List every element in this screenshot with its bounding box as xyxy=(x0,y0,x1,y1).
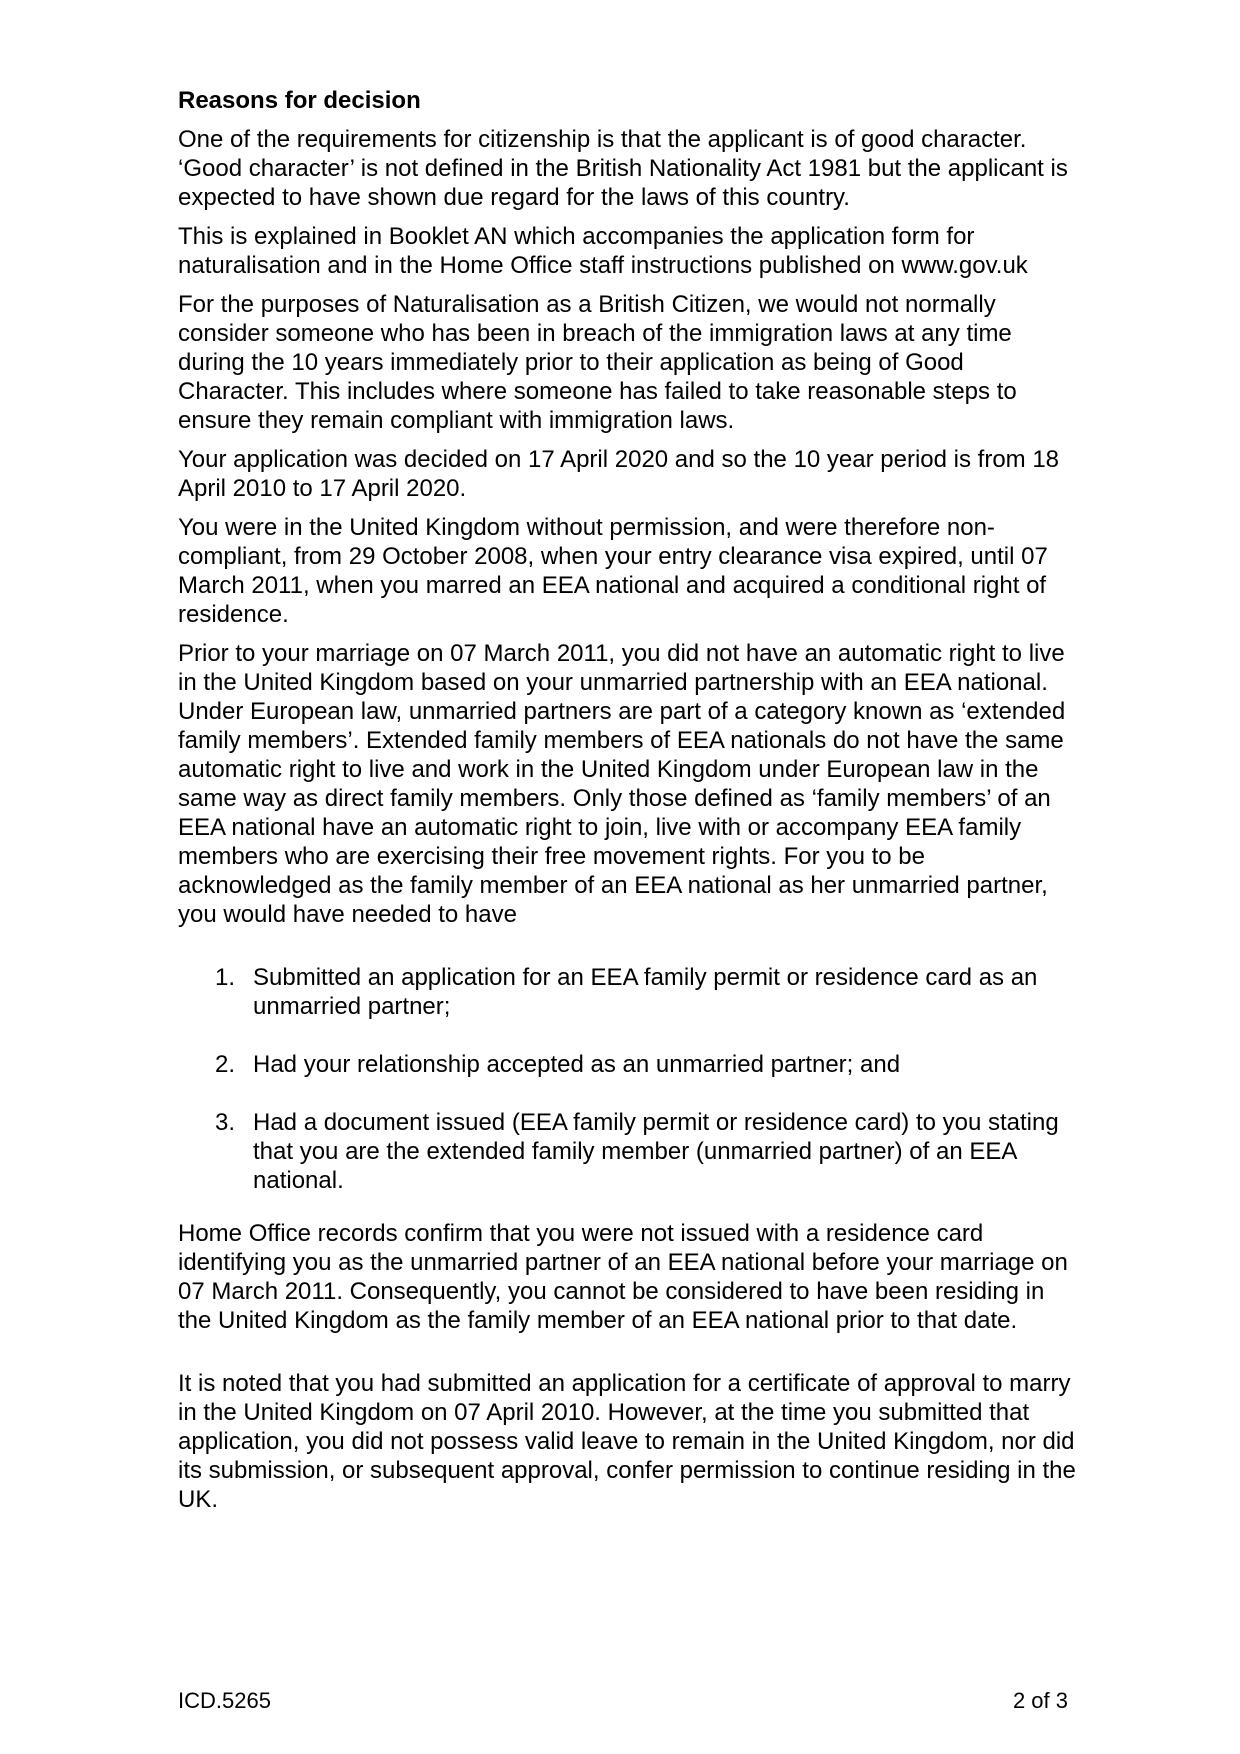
paragraph-good-character-requirement: One of the requirements for citizenship is that the applicant is of good character. ‘Good character’ is not defined in the British Nationality Act 1981 but the applicant is expected to have shown due regard for the laws of this country. xyxy=(178,126,1068,211)
list-item-number: 3. xyxy=(215,1109,236,1136)
list-item-text: Had a document issued (EEA family permit or residence card) to you stating that you are the extended family member (unmarried partner) of an EEA national. xyxy=(253,1109,1059,1194)
paragraph-immigration-breach-policy: For the purposes of Naturalisation as a British Citizen, we would not normally consider someone who has been in breach of the immigration laws at any time during the 10 years immediately prior to their application as being of Good Character. This includes where someone has failed to take reasonable steps to ensure they remain compliant with immigration laws. xyxy=(178,291,1017,434)
paragraph-home-office-records: Home Office records confirm that you were not issued with a residence card identifying you as the unmarried partner of an EEA national before your marriage on 07 March 2011. Consequently, you cannot be considered to have been residing in the United Kingdom as the family member of an EEA national prior to that date. xyxy=(178,1220,1068,1334)
footer-reference: ICD.5265 xyxy=(178,1688,271,1713)
list-item-text: Submitted an application for an EEA family permit or residence card as an unmarried partner; xyxy=(253,964,1038,1020)
paragraph-ten-year-period: Your application was decided on 17 April 2020 and so the 10 year period is from 18 April 2010 to 17 April 2020. xyxy=(178,446,1060,502)
paragraph-non-compliance-period: You were in the United Kingdom without permission, and were therefore non-compliant, from 29 October 2008, when your entry clearance visa expired, until 07 March 2011, when you marred an EEA national and acquired a conditional right of residence. xyxy=(178,514,1048,628)
list-item xyxy=(178,963,1078,1021)
paragraph-extended-family-members: Prior to your marriage on 07 March 2011, you did not have an automatic right to live in the United Kingdom based on your unmarried partnership with an EEA national. Under European law, unmarried partners are part of a category known as ‘extended family members’. Extended family members of EEA nationals do not have the same automatic right to live and work in the United Kingdom under European law in the same way as direct family members. Only those defined as ‘family members’ of an EEA national have an automatic right to join, live with or accompany EEA family members who are exercising their free movement rights. For you to be acknowledged as the family member of an EEA national as her unmarried partner, you would have needed to have xyxy=(178,640,1066,928)
list-item-number: 2. xyxy=(215,1051,236,1078)
requirements-list xyxy=(178,963,1078,1195)
paragraph-booklet-an: This is explained in Booklet AN which accompanies the application form for naturalisation and in the Home Office staff instructions published on www.gov.uk xyxy=(178,223,1028,279)
list-item-number: 1. xyxy=(215,964,236,991)
document-body xyxy=(178,86,1078,1524)
paragraph-certificate-of-approval: It is noted that you had submitted an application for a certificate of approval to marry in the United Kingdom on 07 April 2010. However, at the time you submitted that application, you did not possess valid leave to remain in the United Kingdom, nor did its submission, or subsequent approval, confer permission to continue residing in the UK. xyxy=(178,1370,1076,1513)
list-item xyxy=(178,1108,1078,1195)
section-heading: Reasons for decision xyxy=(178,87,421,114)
list-item-text: Had your relationship accepted as an unmarried partner; and xyxy=(253,1051,901,1078)
footer-page-number: 2 of 3 xyxy=(1012,1688,1068,1713)
list-item xyxy=(178,1050,1078,1079)
